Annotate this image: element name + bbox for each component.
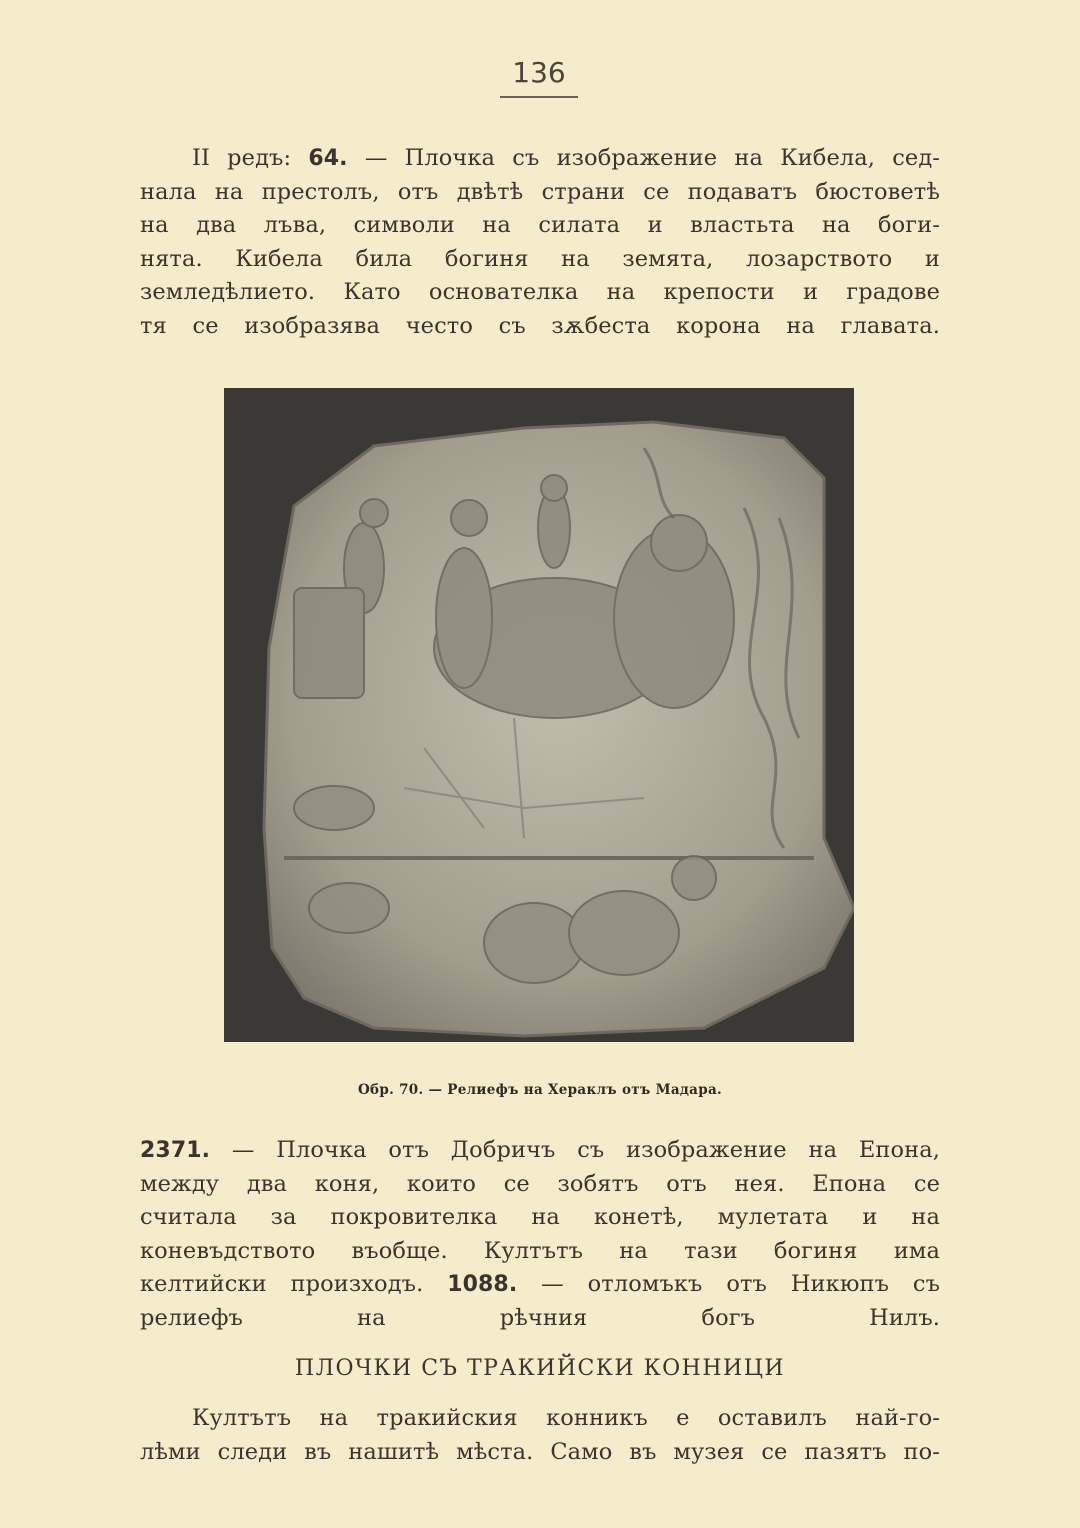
text-line: между два коня, които се зобятъ отъ нея. Епона се xyxy=(140,1170,940,1197)
relief-image xyxy=(224,388,854,1042)
figure-caption: Обр. 70. — Релиефъ на Хераклъ отъ Мадара. xyxy=(357,1082,723,1098)
text-line: нята. Кибела била богиня на земята, лозарството и xyxy=(140,245,940,272)
paragraph-epona xyxy=(140,1134,940,1335)
text-line: Култътъ на тракийския конникъ е оставилъ най-го- xyxy=(192,1405,940,1431)
page-number: 136 xyxy=(512,56,566,89)
text-line: нала на престолъ, отъ двѣтѣ страни се подаватъ бюстоветѣ xyxy=(140,178,940,205)
text-line: келтийски произходъ. 1088. — отломъкъ отъ Никюпъ съ xyxy=(140,1271,940,1297)
text-line: 2371. — Плочка отъ Добричъ съ изображение на Епона, xyxy=(140,1137,940,1163)
text-line: на два лъва, символи на силата и властьта на боги- xyxy=(140,212,940,238)
text-line: релиефъ на рѣчния богъ Нилъ. xyxy=(140,1304,940,1331)
text-line: лѣми следи въ нашитѣ мѣста. Само въ музея се пазятъ по- xyxy=(140,1438,940,1465)
text-line: считала за покровителка на конетѣ, мулетата и на xyxy=(140,1204,940,1230)
page-number-rule xyxy=(500,96,578,98)
paragraph-thracian-horseman xyxy=(140,1402,940,1469)
section-heading: ПЛОЧКИ СЪ ТРАКИЙСКИ КОННИЦИ xyxy=(294,1356,786,1381)
relief-photograph xyxy=(224,388,854,1042)
text-line: тя се изобразява често съ зѫбеста корона на главата. xyxy=(140,312,940,339)
text-line: коневъдството въобще. Култътъ на тази богиня има xyxy=(140,1237,940,1264)
paragraph-kibela xyxy=(140,142,940,343)
text-line: II редъ: 64. — Плочка съ изображение на Кибела, сед- xyxy=(192,145,940,171)
text-line: земледѣлието. Като основателка на крепости и градове xyxy=(140,279,940,305)
